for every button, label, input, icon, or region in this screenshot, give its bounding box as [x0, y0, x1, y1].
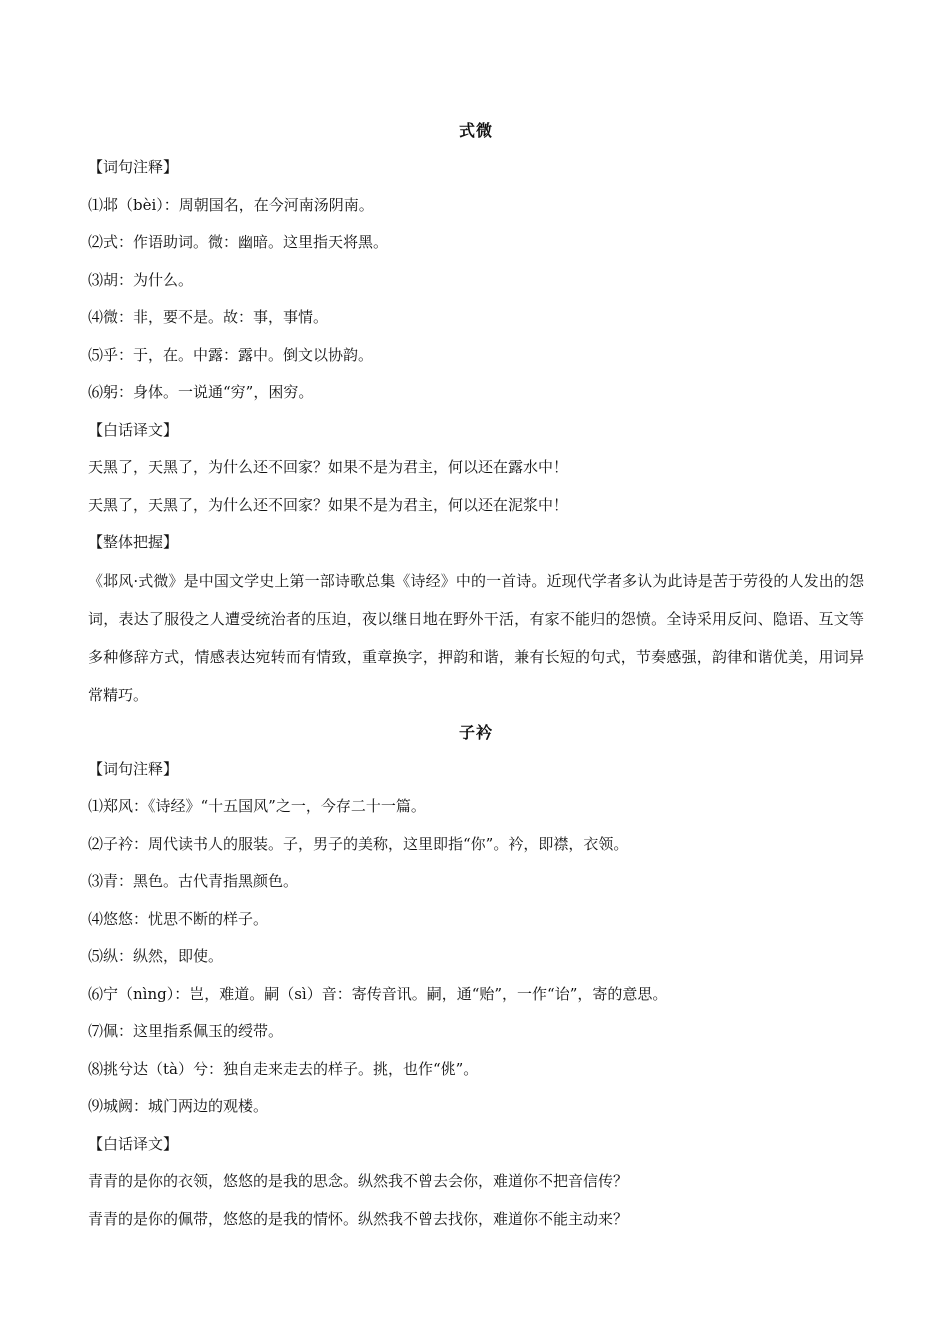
note-item: ⑹躬：身体。一说通“穷”，困穷。 [88, 383, 314, 401]
note-item: ⑸乎：于，在。中露：露中。倒文以协韵。 [88, 345, 374, 364]
note-item: ⑹宁（nìng）：岂，难道。嗣（sì）音：寄传音讯。嗣，通“贻”，一作“诒”，寄的意思。 [88, 984, 668, 1003]
note-item: ⑸纵：纵然，即使。 [88, 947, 224, 965]
note-item: ⑺佩：这里指系佩玉的绶带。 [88, 1022, 284, 1040]
note-item: ⑼城阙：城门两边的观楼。 [88, 1097, 269, 1115]
translation-heading: 【白话译文】 [88, 1134, 179, 1153]
document-page [88, 112, 864, 1238]
note-item: ⑷悠悠：忧思不断的样子。 [88, 909, 269, 928]
note-item: ⑷微：非，要不是。故：事，事情。 [88, 308, 329, 326]
translation-line: 青青的是你的衣领，悠悠的是我的思念。纵然我不曾去会你，难道你不把音信传？ [88, 1172, 629, 1190]
note-item: ⑴郑风：《诗经》“十五国风”之一，今存二十一篇。 [88, 797, 426, 815]
section-title-zijin: 子衿 [458, 722, 493, 742]
translation-line: 青青的是你的佩带，悠悠的是我的情怀。纵然我不曾去找你，难道你不能主动来？ [88, 1209, 629, 1228]
note-item: ⑴邶（bèi）：周朝国名，在今河南汤阴南。 [88, 195, 374, 214]
note-item: ⑵式：作语助词。微：幽暗。这里指天将黑。 [88, 233, 389, 251]
note-item: ⑶胡：为什么。 [88, 270, 194, 289]
overview-heading: 【整体把握】 [88, 533, 179, 551]
translation-line: 天黑了，天黑了，为什么还不回家？如果不是为君主，何以还在露水中！ [88, 458, 569, 476]
section-title-shiwei: 式微 [458, 121, 493, 140]
note-item: ⑻挑兮达（tà）兮：独自走来走去的样子。挑，也作“佻”。 [88, 1059, 479, 1078]
translation-line: 天黑了，天黑了，为什么还不回家？如果不是为君主，何以还在泥浆中！ [88, 495, 569, 514]
notes-heading: 【词句注释】 [88, 759, 179, 778]
translation-heading: 【白话译文】 [88, 420, 179, 439]
overview-paragraph: 《邶风·式微》是中国文学史上第一部诗歌总集《诗经》中的一首诗。近现代学者多认为此诗是苦于劳役的人发出的怨词，表达了服役之人遭受统治者的压迫，夜以继日地在野外干活，有家不能归的怨愤。全诗采用反问、隐语、互文等多种修辞方式，情感表达宛转而有情致，重章换字，押韵和谐，兼有长短的句式，节奏感强，韵律和谐优美，用词异常精巧。 [88, 571, 864, 704]
notes-heading: 【词句注释】 [88, 158, 179, 176]
note-item: ⑶青：黑色。古代青指黑颜色。 [88, 872, 299, 890]
note-item: ⑵子衿：周代读书人的服装。子，男子的美称，这里即指“你”。衿，即襟，衣领。 [88, 834, 629, 853]
